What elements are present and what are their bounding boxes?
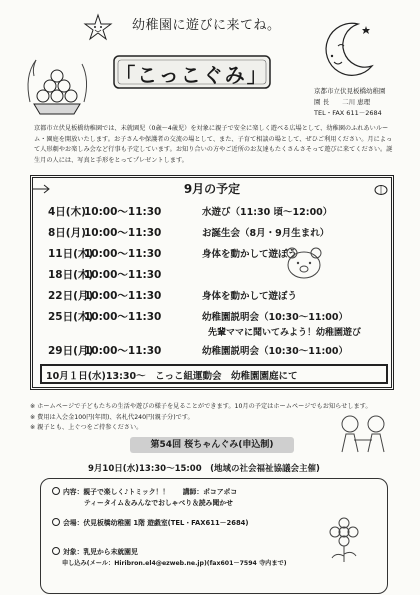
schedule-event: 幼稚園説明会（10:30～11:00） [202,346,348,357]
event-content-text: 親子で楽しく♪トミック！！ 講師：ポコアポコ [83,488,238,496]
schedule-date: 25日(木) [48,311,94,323]
page-title: 「こっこぐみ」 [115,63,269,87]
schedule-row [48,343,348,359]
bullet-icon [52,547,60,555]
schedule-time: 10:00～11:30 [84,345,162,357]
schedule-event: 水遊び（11:30 頃～12:00） [202,207,333,218]
flower-icon [316,514,372,564]
schedule-time: 10:00～11:30 [84,206,162,218]
schedule-event: 幼稚園説明会（10:30～11:00） [202,312,348,323]
schedule-row [48,225,329,241]
arrow-decoration-icon [32,183,54,195]
event-venue-text: 会場：伏見板橋幼稚園 1階 遊戯室(TEL・FAX611－2684) [63,519,249,527]
event-datetime: 9月10日(水)13:30～15:00 (地域の社会福祉協議会主催) [88,464,320,474]
schedule-title: 9月の予定 [183,182,241,196]
schedule-row [48,246,297,262]
event-content-line-2: ティータイム＆みんなでおしゃべり＆読み聞かせ [84,499,233,507]
event-target [52,546,138,556]
moon-face-icon [318,20,376,80]
schedule-subnote: 先輩ママに聞いてみよう！幼稚園遊び [208,328,362,338]
schedule-row [48,309,348,325]
children-icon [336,412,392,454]
event-apply: 申し込み(メール：Hiribron.el4@ezweb.ne.jp)(fax601－7594 寺内まで) [62,560,287,567]
event-venue [52,517,249,527]
schedule-event: 身体を動かして遊ぼう [202,291,298,302]
schedule-event: 身体を動かして遊ぼう [202,249,298,260]
event-content-line [52,486,237,496]
event-banner: 第54回 桜ちゃんぐみ(申込制) [130,437,294,453]
ladybug-icon [374,183,388,195]
schedule-event: お誕生会（8月・9月生まれ） [202,228,330,239]
org-name: 京都市立伏見板橋幼稚園 [314,87,386,95]
closing-event-box: 10月１日(水)13:30～ こっこ組運動会 幼稚園園庭にて [40,364,388,384]
note-item: ※ 親子とも、上ぐつをご持参ください。 [30,424,143,431]
schedule-row [48,204,332,220]
schedule-time: 10:00～11:30 [84,227,162,239]
bullet-icon [52,518,60,526]
bear-face-icon [284,246,324,280]
intro-paragraph: 京都市立伏見板橋幼稚園では、未就園児（0歳～4歳児）を対象に親子で安全に楽しく遊べる広場として、幼稚園のふれあいルーム・園庭を開放いたします。お子さんや保護者の交流の場として、また、子育て相談の場として、ぜひご利用ください。月によって人形劇やお楽しみ会など行事も予定しています。お知り合いの方やご近所のお友達もたくさんさそって遊びに来てください。誕生月の人には、写真と手形をとってプレゼントします。 [34,125,393,164]
schedule-date: 11日(木) [48,248,94,260]
happy-star-icon [84,14,112,40]
schedule-date: 8日(月) [48,227,86,239]
schedule-date: 18日(木) [48,269,94,281]
schedule-time: 10:00～11:30 [84,311,162,323]
schedule-time: 10:00～11:30 [84,248,162,260]
schedule-date: 29日(月) [48,345,94,357]
note-item: ※ ホームページで子どもたちの生活や遊びの様子を見ることができます。10月の予定はホームページでもお知らせします。 [30,403,372,410]
organization-info [314,86,386,119]
schedule-time: 10:00～11:30 [84,269,162,281]
principal-name: 園 長 二川 恵理 [314,98,371,106]
tsukimi-dango-icon [22,56,92,116]
schedule-row [48,288,297,304]
bullet-icon [52,487,60,495]
schedule-date: 4日(木) [48,206,86,218]
schedule-date: 22日(月) [48,290,94,302]
schedule-time: 10:00～11:30 [84,290,162,302]
event-content-label: 内容： [63,488,84,496]
note-item: ※ 費用は入会金100円(年間)、名札代240円(親子分)です。 [30,413,194,421]
event-target-text: 対象：乳児から未就園児 [63,548,138,556]
schedule-row [48,267,202,283]
contact-number: TEL・FAX 611－2684 [314,109,382,117]
invite-heading: 幼稚園に遊びに来てね。 [132,18,281,33]
